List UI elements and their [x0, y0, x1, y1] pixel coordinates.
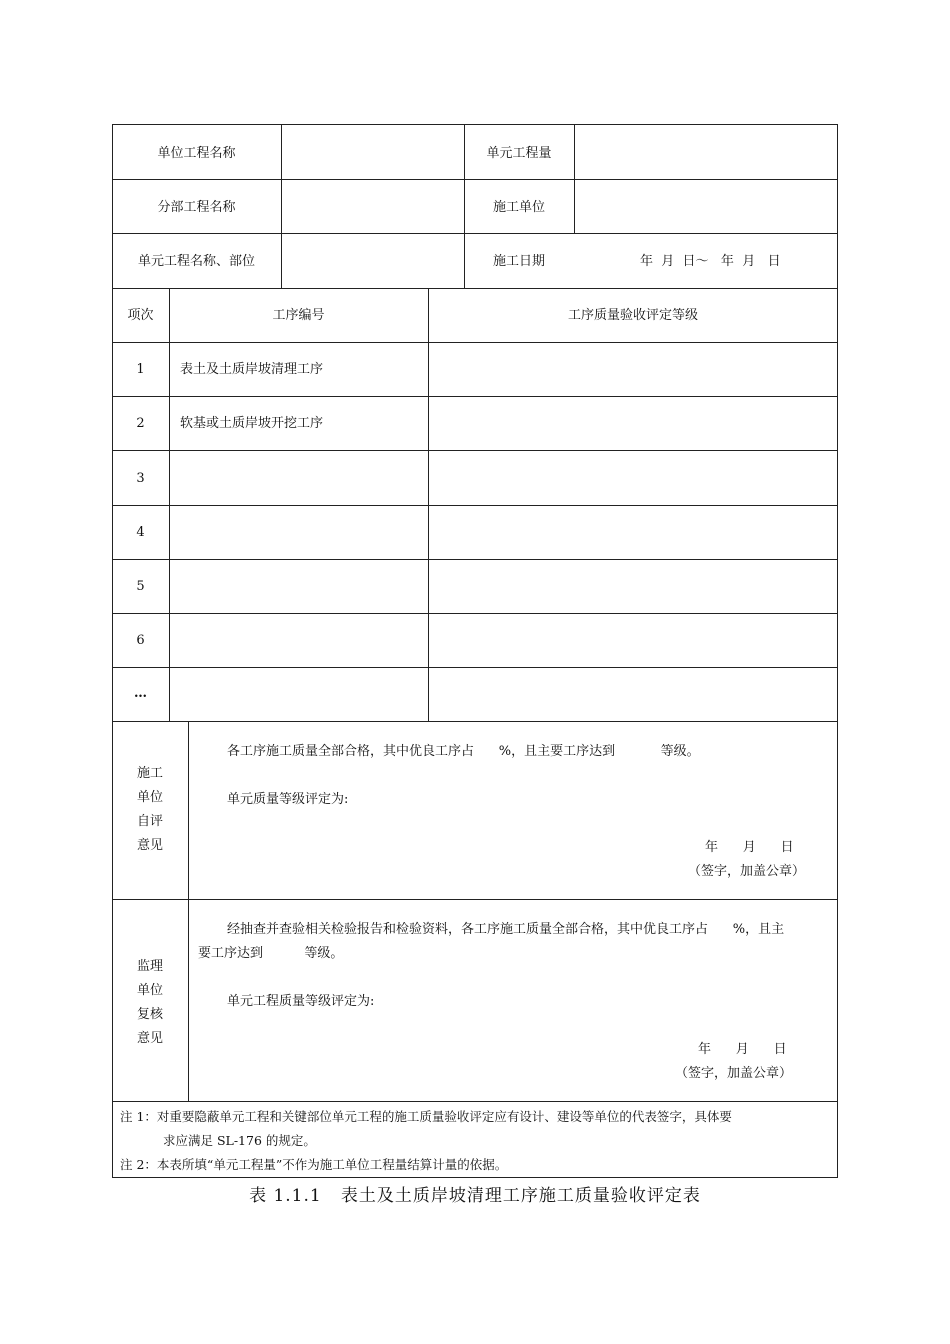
row-divider: [112, 396, 838, 397]
column-divider: [169, 288, 170, 721]
construction-unit-label: 施工单位: [492, 200, 545, 215]
self-assessment-label: [112, 762, 188, 858]
label-line: 复核: [136, 1007, 163, 1022]
note-1-line2: 求应满足 SL-176 的规定。: [163, 1133, 316, 1148]
label-line: 单位: [136, 790, 163, 805]
self-assessment-signature: （签字，加盖公章）: [688, 864, 806, 879]
supervision-statement-line2: 要工序达到 等级。: [198, 946, 344, 961]
supervision-grade-line: 单元工程质量等级评定为:: [227, 994, 375, 1009]
column-divider: [188, 721, 189, 1101]
table-caption: 表 1.1.1 表土及土质岸坡清理工序施工质量验收评定表: [249, 1186, 701, 1206]
row-divider: [112, 1101, 838, 1102]
label-line: 意见: [136, 1031, 163, 1046]
process-no-header: 工序编号: [272, 308, 325, 323]
column-divider: [281, 124, 282, 288]
row-divider: [112, 721, 838, 722]
note-1-line1: 注 1：对重要隐蔽单元工程和关键部位单元工程的施工质量验收评定应有设计、建设等单位的代表签字，具体要: [120, 1109, 732, 1124]
row-divider: [112, 233, 838, 234]
label-line: 意见: [136, 838, 163, 853]
unit-quantity-label: 单元工程量: [486, 146, 552, 161]
self-assessment-statement: 各工序施工质量全部合格，其中优良工序占 %，且主要工序达到 等级。: [227, 744, 700, 759]
row-divider: [112, 450, 838, 451]
row-number: 4: [136, 525, 145, 540]
element-name-label: 单元工程名称、部位: [137, 254, 255, 269]
supervision-statement-line1: 经抽查并查验相关检验报告和检验资料，各工序施工质量全部合格，其中优良工序占 %，且主: [227, 922, 785, 937]
construction-date-value: 年 月 日～ 年 月 日: [640, 254, 781, 269]
row-number: 1: [136, 362, 145, 377]
label-line: 监理: [136, 959, 163, 974]
supervision-review-label: [112, 955, 188, 1051]
row-divider: [112, 342, 838, 343]
row-process-name: 表土及土质岸坡清理工序: [180, 362, 324, 377]
row-number: 6: [136, 633, 145, 648]
row-number: 5: [136, 579, 145, 594]
row-divider: [112, 288, 838, 289]
item-no-header: 项次: [127, 308, 154, 323]
row-divider: [112, 179, 838, 180]
label-line: 自评: [136, 814, 163, 829]
row-divider: [112, 505, 838, 506]
evaluation-form-table: [112, 124, 838, 1178]
label-line: 施工: [136, 766, 163, 781]
row-divider: [112, 899, 838, 900]
self-assessment-date: 年 月 日: [705, 840, 794, 855]
row-divider: [112, 667, 838, 668]
label-line: 单位: [136, 983, 163, 998]
row-number: 3: [136, 471, 145, 486]
unit-project-name-label: 单位工程名称: [157, 146, 236, 161]
division-project-name-label: 分部工程名称: [157, 200, 236, 215]
row-divider: [112, 613, 838, 614]
grade-header: 工序质量验收评定等级: [567, 308, 698, 323]
row-divider: [112, 559, 838, 560]
supervision-signature: （签字，加盖公章）: [675, 1066, 793, 1081]
row-number: 2: [136, 416, 145, 431]
row-process-name: 软基或土质岸坡开挖工序: [180, 416, 324, 431]
column-divider: [574, 124, 575, 233]
row-number: …: [134, 686, 147, 701]
self-assessment-grade-line: 单元质量等级评定为:: [227, 792, 349, 807]
column-divider: [428, 288, 429, 721]
supervision-date: 年 月 日: [698, 1042, 787, 1057]
construction-date-label: 施工日期: [492, 254, 545, 269]
note-2: 注 2：本表所填“单元工程量”不作为施工单位工程量结算计量的依据。: [120, 1157, 508, 1172]
